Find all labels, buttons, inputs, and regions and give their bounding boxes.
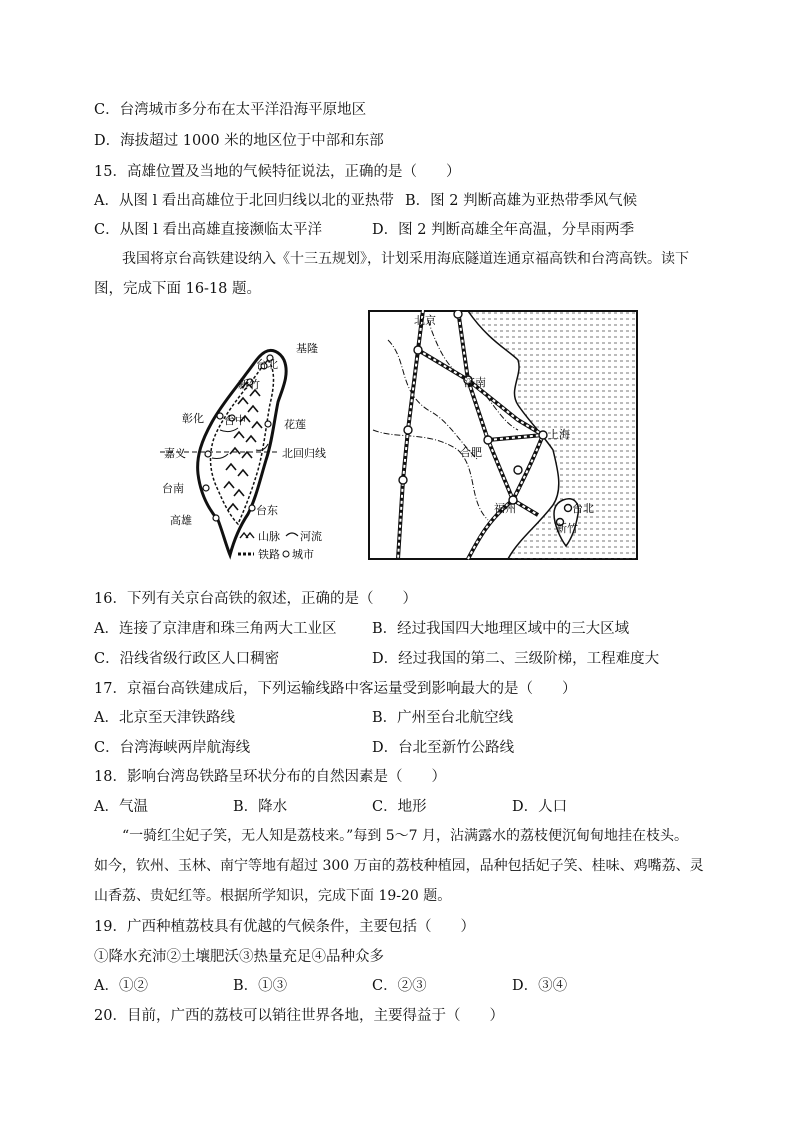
label-hualien: 花莲: [284, 418, 306, 431]
intro-19-line1: “一骑红尘妃子笑，无人知是荔枝来。”每到 5～7 月，沾满露水的荔枝便沉甸甸地挂在枝头。: [122, 828, 689, 844]
q16-option-b: B．经过我国四大地理区域中的三大区域: [372, 621, 630, 637]
q19-option-c: C．②③: [372, 978, 427, 994]
q17-option-b: B．广州至台北航空线: [372, 710, 514, 726]
q15-option-b: B．图 2 判断高雄为亚热带季风气候: [405, 193, 638, 209]
q16-stem: 16．下列有关京台高铁的叙述，正确的是（ ）: [94, 591, 417, 607]
q18-option-b: B．降水: [233, 799, 288, 815]
legend-city: 城市: [292, 548, 314, 561]
label-changhua: 彰化: [182, 412, 204, 425]
label-tropic: 北回归线: [282, 447, 326, 460]
q15-option-a: A．从图 l 看出高雄位于北回归线以北的亚热带: [94, 193, 394, 209]
intro-16-line2: 图，完成下面 16-18 题。: [94, 281, 262, 297]
label-jinan: 济南: [464, 376, 486, 389]
q16-option-d: D．经过我国的第二、三级阶梯，工程难度大: [372, 651, 660, 667]
label-shanghai: 上海: [548, 428, 570, 441]
q18-stem: 18．影响台湾岛铁路呈环状分布的自然因素是（ ）: [94, 769, 446, 785]
q15-option-d: D．图 2 判断高雄全年高温，分旱雨两季: [372, 222, 635, 238]
label-tainan: 台南: [162, 482, 184, 495]
label-taipei-rail: 台北: [572, 502, 594, 515]
q14-option-d: D．海拔超过 1000 米的地区位于中部和东部: [94, 133, 384, 149]
q18-option-a: A．气温: [94, 799, 148, 815]
q17-option-d: D．台北至新竹公路线: [372, 740, 515, 756]
q16-option-c: C．沿线省级行政区人口稠密: [94, 651, 280, 667]
label-hsinchu-rail: 新竹: [556, 522, 578, 535]
legend-rail: 铁路: [258, 548, 280, 561]
label-taichung: 台中: [224, 414, 246, 427]
label-taipei: 台北: [256, 358, 278, 371]
q17-stem: 17．京福台高铁建成后，下列运输线路中客运量受到影响最大的是（ ）: [94, 681, 577, 697]
label-hsinchu: 新竹: [238, 378, 260, 391]
q17-option-c: C．台湾海峡两岸航海线: [94, 740, 251, 756]
q14-option-c: C．台湾城市多分布在太平洋沿海平原地区: [94, 102, 367, 118]
q19-option-d: D．③④: [512, 978, 568, 994]
label-taitung: 台东: [256, 504, 278, 517]
q15-stem: 15．高雄位置及当地的气候特征说法，正确的是（ ）: [94, 164, 461, 180]
intro-19-line2: 如今，钦州、玉林、南宁等地有超过 300 万亩的荔枝种植园，品种包括妃子笑、桂味、鸡嘴荔、灵: [94, 858, 704, 874]
label-beijing: 北京: [414, 314, 436, 327]
q16-option-a: A．连接了京津唐和珠三角两大工业区: [94, 621, 337, 637]
intro-16-line1: 我国将京台高铁建设纳入《十三五规划》，计划采用海底隧道连通京福高铁和台湾高铁。读下: [122, 251, 689, 267]
legend-river: 河流: [300, 530, 322, 543]
taiwan-map: [160, 330, 340, 565]
label-hefei: 合肥: [460, 446, 482, 459]
rail-map: [368, 310, 638, 560]
q20-stem: 20．目前，广西的荔枝可以销往世界各地，主要得益于（ ）: [94, 1008, 504, 1024]
q19-option-b: B．①③: [233, 978, 288, 994]
q18-option-d: D．人口: [512, 799, 568, 815]
label-kaohsiung: 高雄: [170, 514, 192, 527]
q15-option-c: C．从图 l 看出高雄直接濒临太平洋: [94, 222, 322, 238]
q18-option-c: C．地形: [372, 799, 427, 815]
q19-option-a: A．①②: [94, 978, 148, 994]
intro-19-line3: 山香荔、贵妃红等。根据所学知识，完成下面 19-20 题。: [94, 888, 452, 904]
q19-items: ①降水充沛②土壤肥沃③热量充足④品种众多: [94, 949, 384, 965]
q19-stem: 19．广西种植荔枝具有优越的气候条件，主要包括（ ）: [94, 919, 475, 935]
q17-option-a: A．北京至天津铁路线: [94, 710, 235, 726]
label-fuzhou: 福州: [494, 502, 516, 515]
label-chiayi: 嘉义: [164, 447, 186, 460]
legend-mountain: 山脉: [258, 530, 280, 543]
label-keelung: 基隆: [296, 342, 318, 355]
